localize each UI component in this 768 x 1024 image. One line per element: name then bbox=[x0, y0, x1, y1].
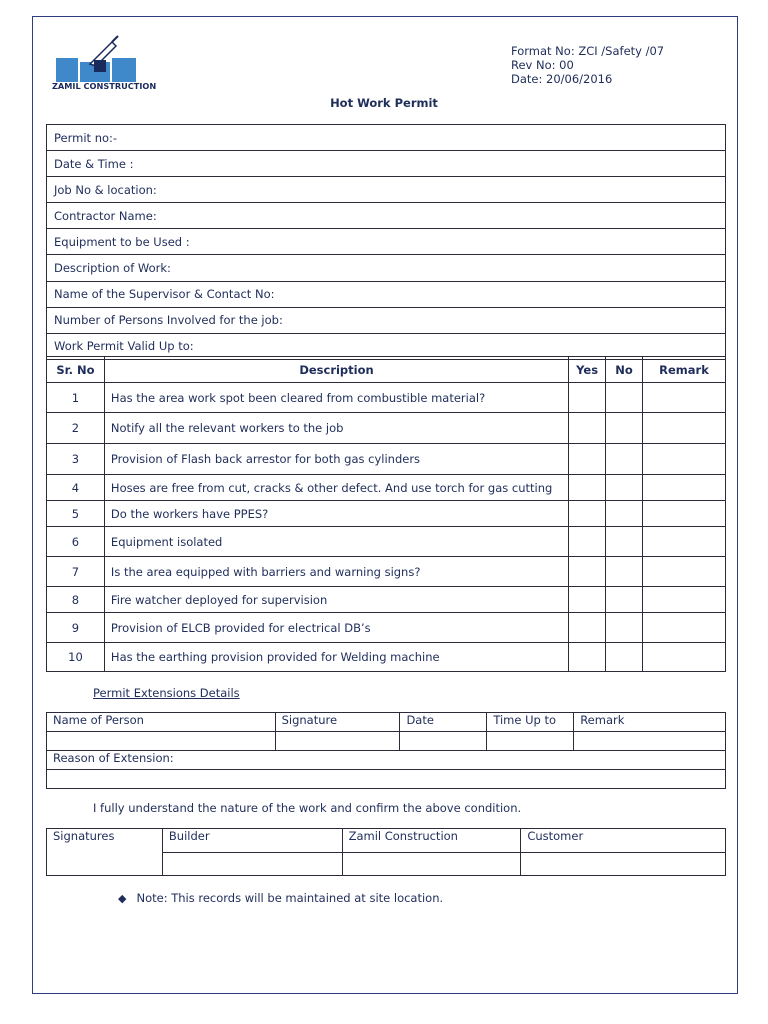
row-number: 10 bbox=[47, 643, 105, 672]
row-description: Has the earthing provision provided for Welding machine bbox=[104, 643, 568, 672]
info-row-equipment bbox=[47, 229, 726, 255]
diamond-bullet-icon: ◆ bbox=[118, 892, 127, 905]
no-cell[interactable] bbox=[606, 527, 643, 557]
remark-cell[interactable] bbox=[643, 587, 726, 613]
remark-cell[interactable] bbox=[643, 613, 726, 643]
checklist-row bbox=[47, 527, 726, 557]
yes-cell[interactable] bbox=[569, 527, 606, 557]
row-description: Notify all the relevant workers to the job bbox=[104, 413, 568, 444]
footer-note bbox=[118, 891, 443, 905]
work-description-field[interactable]: Description of Work: bbox=[47, 255, 726, 281]
info-row-persons bbox=[47, 307, 726, 333]
checklist-row bbox=[47, 475, 726, 501]
ext-header-name: Name of Person bbox=[47, 713, 276, 732]
format-number: Format No: ZCI /Safety /07 bbox=[511, 44, 665, 58]
ext-header-date: Date bbox=[400, 713, 487, 732]
checklist-row bbox=[47, 413, 726, 444]
revision-number: Rev No: 00 bbox=[511, 58, 574, 72]
document-control-info bbox=[511, 44, 664, 86]
extension-reason-label: Reason of Extension: bbox=[47, 751, 726, 770]
date-time-field[interactable]: Date & Time : bbox=[47, 151, 726, 177]
info-row-date-time bbox=[47, 151, 726, 177]
no-cell[interactable] bbox=[606, 413, 643, 444]
document-date: Date: 20/06/2016 bbox=[511, 72, 613, 86]
row-description: Provision of Flash back arrestor for both gas cylinders bbox=[104, 444, 568, 475]
row-number: 9 bbox=[47, 613, 105, 643]
company-logo bbox=[50, 36, 157, 96]
header-sr-no: Sr. No bbox=[47, 357, 105, 383]
permit-no-field[interactable]: Permit no:- bbox=[47, 125, 726, 151]
info-row-contractor bbox=[47, 203, 726, 229]
checklist-row bbox=[47, 613, 726, 643]
ext-name-cell[interactable] bbox=[47, 732, 276, 751]
yes-cell[interactable] bbox=[569, 501, 606, 527]
checklist-row bbox=[47, 444, 726, 475]
remark-cell[interactable] bbox=[643, 643, 726, 672]
extension-reason-row bbox=[47, 751, 726, 770]
permit-info-table bbox=[46, 124, 726, 360]
row-number: 5 bbox=[47, 501, 105, 527]
checklist-row bbox=[47, 587, 726, 613]
row-number: 4 bbox=[47, 475, 105, 501]
job-location-field[interactable]: Job No & location: bbox=[47, 177, 726, 203]
page-title: Hot Work Permit bbox=[330, 96, 438, 110]
no-cell[interactable] bbox=[606, 475, 643, 501]
info-row-supervisor bbox=[47, 281, 726, 307]
remark-cell[interactable] bbox=[643, 557, 726, 587]
row-number: 1 bbox=[47, 383, 105, 413]
remark-cell[interactable] bbox=[643, 501, 726, 527]
ext-header-time: Time Up to bbox=[487, 713, 574, 732]
info-row-description bbox=[47, 255, 726, 281]
header-remark: Remark bbox=[643, 357, 726, 383]
remark-cell[interactable] bbox=[643, 413, 726, 444]
no-cell[interactable] bbox=[606, 643, 643, 672]
permit-extensions-heading: Permit Extensions Details bbox=[93, 686, 240, 700]
extensions-entry-row bbox=[47, 732, 726, 751]
ext-signature-cell[interactable] bbox=[275, 732, 400, 751]
row-description: Has the area work spot been cleared from combustible material? bbox=[104, 383, 568, 413]
header-no: No bbox=[606, 357, 643, 383]
builder-signature-cell[interactable] bbox=[162, 853, 342, 876]
signatures-header-row bbox=[47, 829, 726, 853]
extensions-table bbox=[46, 712, 726, 789]
customer-label: Customer bbox=[521, 829, 726, 853]
yes-cell[interactable] bbox=[569, 587, 606, 613]
row-description: Provision of ELCB provided for electrical DB’s bbox=[104, 613, 568, 643]
yes-cell[interactable] bbox=[569, 383, 606, 413]
ext-remark-cell[interactable] bbox=[574, 732, 726, 751]
note-text: Note: This records will be maintained at site location. bbox=[136, 891, 444, 905]
no-cell[interactable] bbox=[606, 501, 643, 527]
info-row-job-location bbox=[47, 177, 726, 203]
remark-cell[interactable] bbox=[643, 444, 726, 475]
ext-header-remark: Remark bbox=[574, 713, 726, 732]
row-number: 8 bbox=[47, 587, 105, 613]
row-number: 3 bbox=[47, 444, 105, 475]
checklist-table bbox=[46, 356, 726, 672]
yes-cell[interactable] bbox=[569, 475, 606, 501]
checklist-row bbox=[47, 501, 726, 527]
extension-reason-field[interactable] bbox=[47, 770, 726, 789]
no-cell[interactable] bbox=[606, 587, 643, 613]
signatures-table bbox=[46, 828, 726, 876]
builder-label: Builder bbox=[162, 829, 342, 853]
ext-time-cell[interactable] bbox=[487, 732, 574, 751]
supervisor-field[interactable]: Name of the Supervisor & Contact No: bbox=[47, 281, 726, 307]
row-description: Is the area equipped with barriers and warning signs? bbox=[104, 557, 568, 587]
row-description: Hoses are free from cut, cracks & other defect. And use torch for gas cutting bbox=[104, 475, 568, 501]
header-yes: Yes bbox=[569, 357, 606, 383]
equipment-field[interactable]: Equipment to be Used : bbox=[47, 229, 726, 255]
persons-involved-field[interactable]: Number of Persons Involved for the job: bbox=[47, 307, 726, 333]
info-row-permit-no bbox=[47, 125, 726, 151]
remark-cell[interactable] bbox=[643, 475, 726, 501]
checklist-header-row bbox=[47, 357, 726, 383]
header-description: Description bbox=[104, 357, 568, 383]
remark-cell[interactable] bbox=[643, 383, 726, 413]
zamil-construction-label: Zamil Construction bbox=[342, 829, 521, 853]
row-number: 2 bbox=[47, 413, 105, 444]
valid-up-to-field[interactable]: Work Permit Valid Up to: bbox=[47, 333, 726, 359]
signatures-label: Signatures bbox=[47, 829, 163, 876]
no-cell[interactable] bbox=[606, 613, 643, 643]
ext-header-signature: Signature bbox=[275, 713, 400, 732]
extension-reason-entry-row bbox=[47, 770, 726, 789]
confirmation-statement: I fully understand the nature of the work and confirm the above condition. bbox=[93, 801, 522, 815]
contractor-name-field[interactable]: Contractor Name: bbox=[47, 203, 726, 229]
customer-signature-cell[interactable] bbox=[521, 853, 726, 876]
no-cell[interactable] bbox=[606, 557, 643, 587]
checklist-row bbox=[47, 643, 726, 672]
yes-cell[interactable] bbox=[569, 444, 606, 475]
row-number: 7 bbox=[47, 557, 105, 587]
zamil-signature-cell[interactable] bbox=[342, 853, 521, 876]
checklist-row bbox=[47, 383, 726, 413]
row-description: Do the workers have PPES? bbox=[104, 501, 568, 527]
row-description: Equipment isolated bbox=[104, 527, 568, 557]
ext-date-cell[interactable] bbox=[400, 732, 487, 751]
extensions-header-row bbox=[47, 713, 726, 732]
row-number: 6 bbox=[47, 527, 105, 557]
yes-cell[interactable] bbox=[569, 557, 606, 587]
yes-cell[interactable] bbox=[569, 613, 606, 643]
row-description: Fire watcher deployed for supervision bbox=[104, 587, 568, 613]
no-cell[interactable] bbox=[606, 444, 643, 475]
yes-cell[interactable] bbox=[569, 413, 606, 444]
checklist-row bbox=[47, 557, 726, 587]
remark-cell[interactable] bbox=[643, 527, 726, 557]
no-cell[interactable] bbox=[606, 383, 643, 413]
logo-text: ZAMIL CONSTRUCTION bbox=[52, 81, 157, 91]
yes-cell[interactable] bbox=[569, 643, 606, 672]
